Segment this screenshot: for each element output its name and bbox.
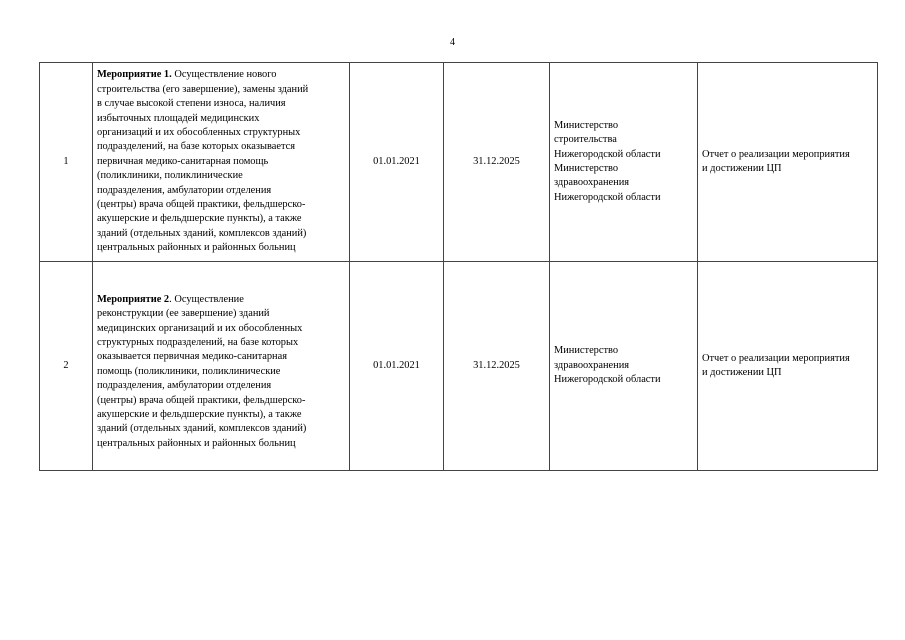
responsible-cell [550, 63, 698, 262]
description-line: избыточных площадей медицинских [97, 112, 260, 124]
activity-title: Мероприятие 1. [97, 69, 172, 81]
description-line: подразделения, амбулатории отделения [97, 380, 272, 392]
description-line: (центры) врача общей практики, фельдшерско- [97, 199, 306, 211]
table-row [40, 262, 878, 471]
result-cell [698, 63, 878, 262]
activity-title: Мероприятие 2 [97, 293, 170, 305]
description-text: Осуществление нового [174, 69, 277, 81]
description-line: центральных районных и районных больниц [97, 437, 296, 449]
activities-table [39, 62, 878, 471]
responsible-line: Министерство [554, 345, 619, 357]
description-line: (центры) врача общей практики, фельдшерско- [97, 394, 306, 406]
description-line: подразделений, на базе которых оказывается [97, 141, 296, 153]
responsible-line: Нижегородской области [554, 191, 661, 203]
result-cell [698, 262, 878, 471]
description-line: зданий (отдельных зданий, комплексов зданий) [97, 423, 307, 435]
result-line: Отчет о реализации мероприятия [702, 352, 850, 364]
responsible-line: строительства [554, 134, 617, 146]
description-line: зданий (отдельных зданий, комплексов зданий) [97, 227, 307, 239]
activity-description-cell [93, 262, 350, 471]
start-date-cell: 01.01.2021 [350, 63, 444, 262]
responsible-line: Министерство [554, 163, 619, 174]
responsible-line: здравоохранения [554, 359, 630, 371]
responsible-line: здравоохранения [554, 177, 630, 189]
description-line: реконструкции (ее завершение) зданий [97, 308, 270, 320]
description-line: акушерские и фельдшерские пункты), а также [97, 213, 302, 225]
responsible-line: Нижегородской области [554, 148, 661, 160]
row-number-cell: 2 [40, 262, 93, 471]
description-line: центральных районных и районных больниц [97, 242, 296, 254]
description-line: первичная медико-санитарная помощь [97, 155, 269, 167]
description-line: подразделения, амбулатории отделения [97, 184, 272, 196]
result-line: Отчет о реализации мероприятия [702, 148, 850, 160]
row-number-cell: 1 [40, 63, 93, 262]
table-row [40, 63, 878, 262]
description-line: в случае высокой степени износа, наличия [97, 98, 286, 110]
description-line: организаций и их обособленных структурных [97, 126, 301, 138]
start-date-cell: 01.01.2021 [350, 262, 444, 471]
end-date-cell: 31.12.2025 [444, 63, 550, 262]
description-line: структурных подразделений, на базе которых [97, 336, 299, 348]
responsible-line: Министерство [554, 119, 619, 131]
description-line [97, 293, 345, 307]
responsible-line: Нижегородской области [554, 374, 661, 386]
description-line: медицинских организаций и их обособленных [97, 322, 303, 334]
end-date-cell: 31.12.2025 [444, 262, 550, 471]
result-line: и достижении ЦП [702, 367, 782, 378]
result-line: и достижении ЦП [702, 163, 782, 174]
description-line: акушерские и фельдшерские пункты), а также [97, 409, 302, 421]
description-line: строительства (его завершение), замены зданий [97, 83, 309, 95]
description-line: помощь (поликлиники, поликлинические [97, 365, 281, 377]
description-text: . Осуществление [169, 293, 244, 305]
description-line: оказывается первичная медико-санитарная [97, 351, 288, 363]
activity-description-cell [93, 63, 350, 262]
description-line [97, 68, 345, 82]
responsible-cell [550, 262, 698, 471]
description-line: (поликлиники, поликлинические [97, 170, 243, 182]
page-number: 4 [450, 37, 455, 48]
